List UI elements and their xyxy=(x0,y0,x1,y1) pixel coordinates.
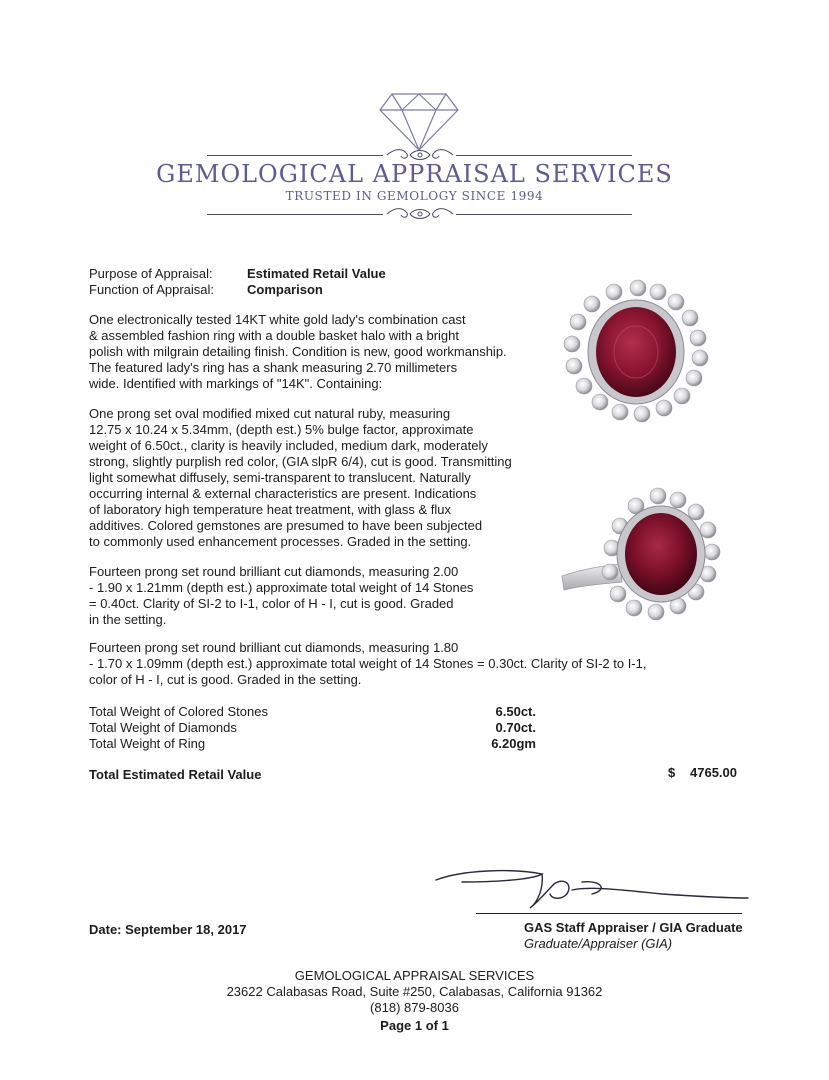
diamonds-description-2: Fourteen prong set round brilliant cut diamonds, measuring 1.80 - 1.70 x 1.09mm (depth est.) approximate total weight of 14 Stones = 0.30ct. Clarity of SI-2 to I-1, color of H - I, cut is good. Graded in the setting. xyxy=(89,640,647,687)
company-name: GEMOLOGICAL APPRAISAL SERVICES xyxy=(156,160,673,188)
total-ring-label: Total Weight of Ring xyxy=(89,736,206,751)
total-colored-label: Total Weight of Colored Stones xyxy=(89,704,268,719)
retail-value-label: Total Estimated Retail Value xyxy=(89,767,262,782)
total-colored-value: 6.50ct. xyxy=(495,704,536,719)
purpose-label: Purpose of Appraisal: xyxy=(89,266,213,281)
ruby-ring-top-view-photo xyxy=(560,276,716,426)
diamond-outline-icon xyxy=(378,90,460,152)
purpose-value: Estimated Retail Value xyxy=(247,266,386,281)
function-value: Comparison xyxy=(247,282,323,297)
page-number: Page 1 of 1 xyxy=(380,1018,449,1033)
total-diamonds-label: Total Weight of Diamonds xyxy=(89,720,237,735)
currency-symbol: $ xyxy=(668,765,676,780)
total-diamonds-value: 0.70ct. xyxy=(495,720,536,735)
appraiser-signature xyxy=(432,860,750,916)
header-rule-top-right xyxy=(456,155,632,156)
retail-value-amount: 4765.00 xyxy=(690,765,737,780)
ring-description: One electronically tested 14KT white gold lady's combination cast & assembled fashion ring with a double basket halo with a bright polish with milgrain detailing finish. Condition is new, good workmanship. The featured lady's ring has a shank measuring 2.70 millimeters wide. Identified with markings of "14K". Containing: xyxy=(89,312,507,391)
footer-address: 23622 Calabasas Road, Suite #250, Calabasas, California 91362 xyxy=(226,984,603,999)
footer-phone: (818) 879-8036 xyxy=(370,1000,459,1015)
ruby-description: One prong set oval modified mixed cut natural ruby, measuring 12.75 x 10.24 x 5.34mm, (depth est.) 5% bulge factor, approximate weight of 6.50ct., clarity is heavily included, medium dark, moderately strong, slightly purplish red color, (GIA slpR 6/4), cut is good. Transmitting light somewhat diffusely, semi-transparent to translucent. Naturally occurring internal & external characteristics are present. Indications of laboratory high temperature heat treatment, with glass & flux additives. Colored gemstones are presumed to have been subjected to commonly used enhancement processes. Graded in the setting. xyxy=(89,406,512,549)
appraisal-date: Date: September 18, 2017 xyxy=(89,922,247,937)
appraiser-credential: Graduate/Appraiser (GIA) xyxy=(524,936,673,951)
header-rule-top-left xyxy=(207,155,383,156)
ruby-ring-angled-view-photo xyxy=(560,486,730,626)
header-rule-bottom-right xyxy=(456,214,632,215)
scroll-ornament-icon xyxy=(385,205,455,223)
signature-line xyxy=(476,913,742,914)
footer-company: GEMOLOGICAL APPRAISAL SERVICES xyxy=(294,968,535,983)
appraiser-title: GAS Staff Appraiser / GIA Graduate xyxy=(524,920,743,935)
total-ring-value: 6.20gm xyxy=(491,736,536,751)
header-rule-bottom-left xyxy=(207,214,383,215)
function-label: Function of Appraisal: xyxy=(89,282,215,297)
diamonds-description-1: Fourteen prong set round brilliant cut diamonds, measuring 2.00 - 1.90 x 1.21mm (depth est.) approximate total weight of 14 Stones = 0.40ct. Clarity of SI-2 to I-1, color of H - I, cut is good. Graded in the setting. xyxy=(89,564,474,627)
company-tagline: TRUSTED IN GEMOLOGY SINCE 1994 xyxy=(285,189,544,203)
